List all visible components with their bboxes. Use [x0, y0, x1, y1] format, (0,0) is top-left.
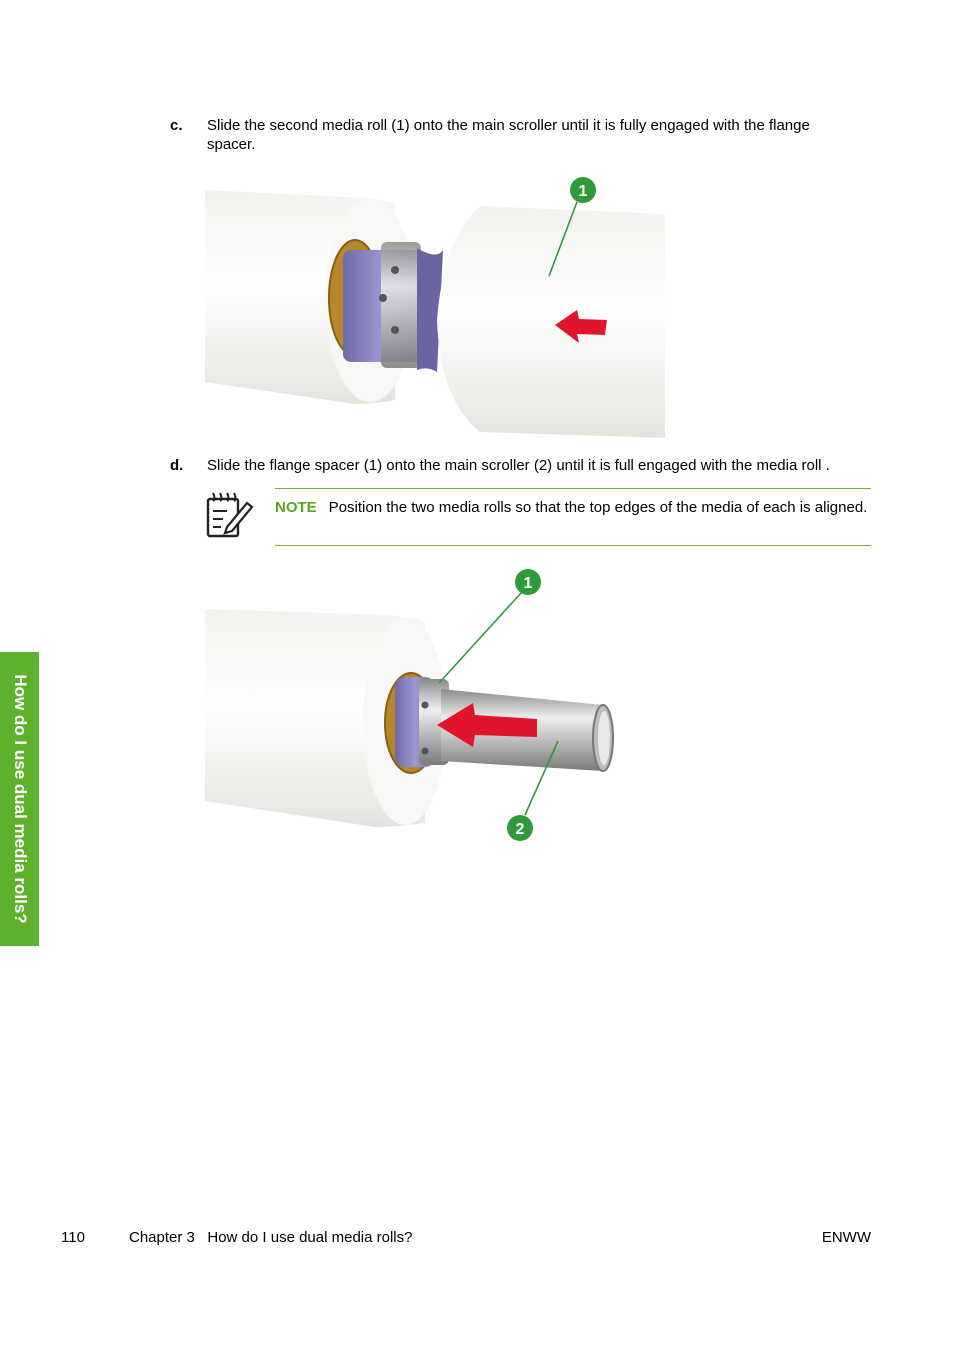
note-box — [275, 488, 871, 546]
callout-number: 2 — [515, 821, 525, 838]
second-media-roll — [437, 206, 665, 438]
callout-number: 1 — [523, 575, 533, 592]
callout-number: 1 — [578, 183, 588, 200]
figure-flange-onto-scroller — [205, 565, 625, 850]
side-tab-label: How do I use dual media rolls? — [10, 674, 30, 924]
note-pad-icon — [205, 491, 255, 539]
footer-edition: ENWW — [821, 1229, 871, 1246]
page-number: 110 — [61, 1229, 85, 1246]
step-marker: d. — [170, 457, 184, 474]
chapter-side-tab — [0, 652, 39, 946]
step-text: Slide the flange spacer (1) onto the main scroller (2) until it is full engaged with the media roll . — [207, 457, 830, 474]
step-marker: c. — [170, 117, 183, 134]
note-label: NOTE — [275, 499, 317, 516]
footer-chapter: Chapter 3 How do I use dual media rolls? — [129, 1229, 413, 1246]
step-text: Slide the second media roll (1) onto the main scroller until it is fully engaged with the flange spacer. — [207, 117, 810, 153]
note-text: Position the two media rolls so that the top edges of the media of each is aligned. — [328, 499, 868, 516]
figure-second-roll-onto-scroller — [205, 170, 670, 440]
note-body — [275, 498, 871, 517]
